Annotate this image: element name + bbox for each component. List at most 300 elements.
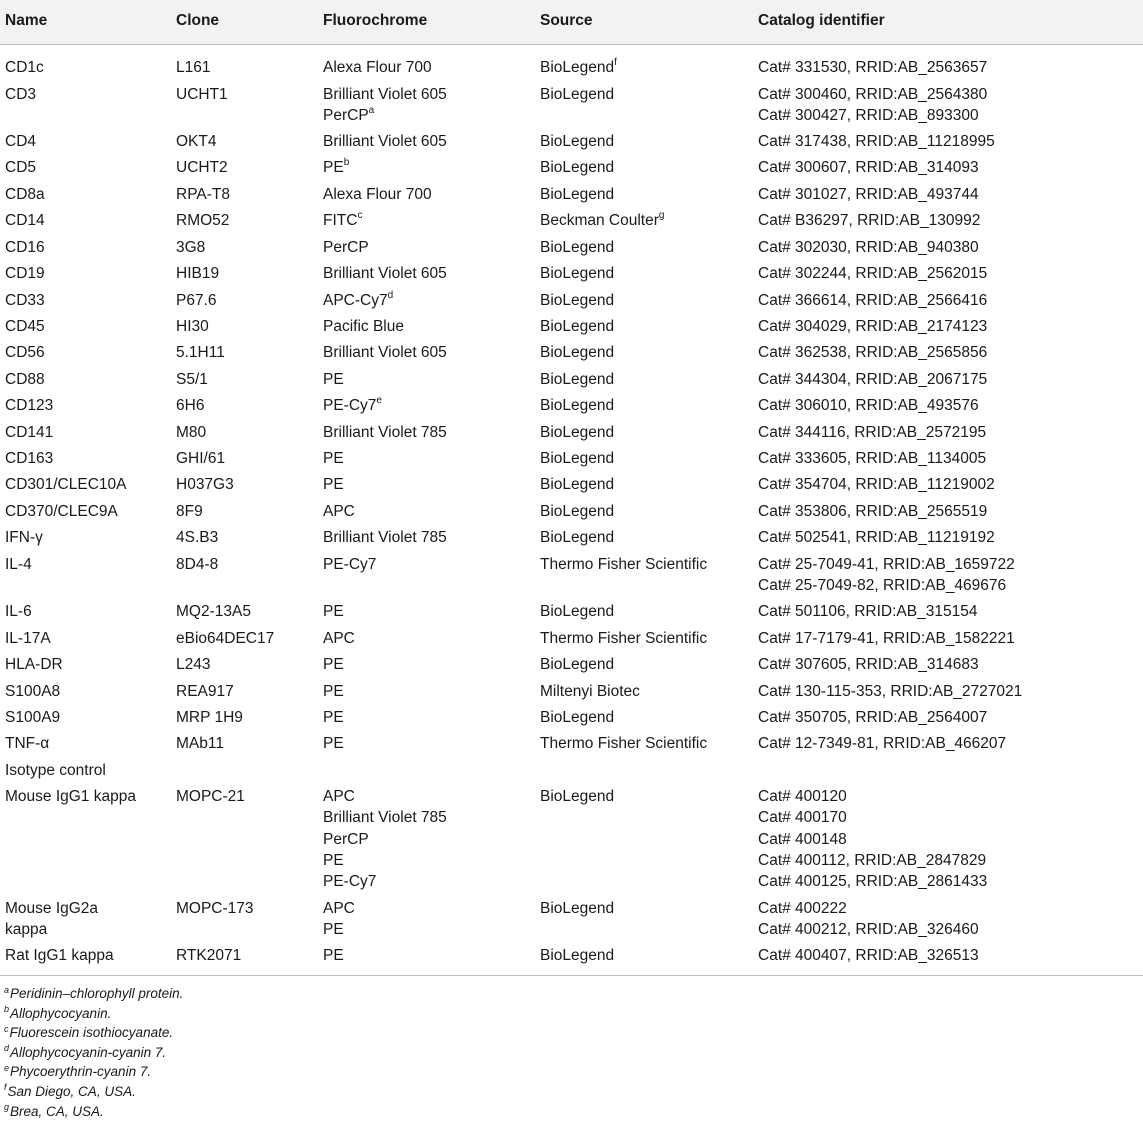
clone-cell [176,601,251,622]
name-text: Mouse IgG2a [5,900,99,917]
name-text: IFN-γ [5,529,43,546]
catalog-text: Cat# 400148 [758,830,847,848]
source-cell [540,237,614,258]
footnotes [4,984,183,1121]
name-cell [5,422,53,443]
footnote-marker: c [357,209,363,221]
clone-cell [176,210,229,231]
catalog-text: Cat# 306010, RRID:AB_493576 [758,397,979,414]
header-catalog-identifier: Catalog identifier [758,12,885,29]
catalog-cell [758,237,979,258]
source-cell [540,157,614,178]
catalog-text: Cat# 400170 [758,809,847,827]
clone-text: MAb11 [176,735,224,752]
catalog-text: Cat# 344304, RRID:AB_2067175 [758,371,988,388]
fluorochrome-cell [323,501,355,522]
fluorochrome-cell [323,342,447,363]
name-text: IL-6 [5,603,32,620]
catalog-cell [758,263,987,284]
source-cell [540,554,707,575]
name-text: Mouse IgG1 kappa [5,788,136,805]
footnote [4,1043,183,1063]
clone-cell [176,342,225,363]
catalog-text: Cat# 307605, RRID:AB_314683 [758,656,979,673]
name-text: CD56 [5,344,45,361]
fluorochrome-cell [323,527,447,548]
header-name: Name [5,12,48,29]
catalog-cell [758,554,1015,597]
name-cell [5,945,114,966]
source-text: BioLegend [540,59,615,76]
clone-cell [176,527,218,548]
name-text: CD5 [5,159,37,176]
fluorochrome-text: PE-Cy7 [323,397,377,414]
name-text: CD16 [5,239,45,256]
clone-cell [176,131,216,152]
catalog-cell [758,945,979,966]
name-text: CD141 [5,424,54,441]
catalog-text: Cat# 400407, RRID:AB_326513 [758,947,979,964]
source-cell [540,290,614,311]
footnote-marker: e [376,394,382,406]
catalog-cell [758,733,1006,754]
clone-cell [176,554,218,575]
clone-text: HIB19 [176,265,220,282]
catalog-text: Cat# 366614, RRID:AB_2566416 [758,292,988,309]
name-text: IL-17A [5,630,51,647]
name-text: CD88 [5,371,45,388]
catalog-text: Cat# 400125, RRID:AB_2861433 [758,873,988,891]
clone-cell [176,681,234,702]
clone-cell [176,474,234,495]
source-cell [540,733,707,754]
clone-text: P67.6 [176,292,217,309]
fluorochrome-text: Brilliant Violet 785 [323,529,447,546]
source-text: BioLegend [540,239,615,256]
fluorochrome-cell [323,448,344,469]
clone-text: H037G3 [176,476,234,493]
table-header [0,0,1143,45]
source-text: BioLegend [540,709,615,726]
fluorochrome-cell [323,210,362,231]
fluorochrome-text: Brilliant Violet 785 [323,424,447,441]
footnote-text: Brea, CA, USA. [10,1103,104,1119]
source-cell [540,681,640,702]
name-cell [5,601,32,622]
name-cell [5,342,45,363]
fluorochrome-text: PE-Cy7 [323,873,377,891]
fluorochrome-text: Pacific Blue [323,318,404,335]
catalog-text: Cat# 400222 [758,900,847,917]
fluorochrome-cell [323,237,369,258]
fluorochrome-text: PE-Cy7 [323,556,377,573]
source-text: BioLegend [540,603,615,620]
clone-text: S5/1 [176,371,208,388]
name-cell [5,733,49,754]
fluorochrome-text: PE [323,371,344,388]
clone-text: 3G8 [176,239,206,256]
clone-text: RPA-T8 [176,186,230,203]
fluorochrome-text: PE [323,735,344,752]
name-text: IL-4 [5,556,32,573]
footnote-mark: b [4,1004,10,1015]
footnote-mark: a [4,984,10,995]
footnote-mark: c [4,1023,9,1034]
name-cell [5,527,43,548]
source-cell [540,707,614,728]
source-cell [540,628,707,649]
catalog-cell [758,501,987,522]
name-cell [5,786,136,807]
header-source: Source [540,12,593,29]
fluorochrome-cell [323,654,344,675]
name-cell [5,157,36,178]
name-cell [5,395,53,416]
name-cell [5,184,45,205]
clone-cell [176,422,206,443]
fluorochrome-text: PerCP [323,830,369,848]
footnote-text: Allophycocyanin-cyanin 7. [10,1044,167,1060]
catalog-text: Cat# 400112, RRID:AB_2847829 [758,851,987,869]
source-text: BioLegend [540,476,615,493]
footnote-mark: g [4,1102,10,1113]
clone-cell [176,448,225,469]
source-text: BioLegend [540,397,615,414]
catalog-cell [758,316,987,337]
name-text: CD14 [5,212,45,229]
catalog-text: Cat# 354704, RRID:AB_11219002 [758,476,995,493]
source-cell [540,210,664,231]
clone-text: 4S.B3 [176,529,219,546]
catalog-cell [758,369,987,390]
source-cell [540,395,614,416]
name-text: Isotype control [5,762,106,779]
name-text: CD301/CLEC10A [5,476,127,493]
catalog-text: Cat# 130-115-353, RRID:AB_2727021 [758,683,1023,700]
catalog-text: Cat# 317438, RRID:AB_11218995 [758,133,995,150]
source-text: Thermo Fisher Scientific [540,630,708,647]
fluorochrome-cell [323,786,447,892]
fluorochrome-text: PE [323,450,344,467]
fluorochrome-text: PE [323,709,344,726]
footnote-marker: f [614,56,617,68]
fluorochrome-text: PE [323,851,344,869]
fluorochrome-text: PE [323,476,344,493]
fluorochrome-text: PE [323,159,344,176]
name-cell [5,448,53,469]
source-cell [540,601,614,622]
clone-cell [176,84,228,105]
fluorochrome-text: APC [323,900,355,917]
footnote-mark: e [4,1062,10,1073]
name-cell [5,263,45,284]
source-text: BioLegend [540,371,615,388]
clone-text: REA917 [176,683,234,700]
fluorochrome-cell [323,601,344,622]
source-text: BioLegend [540,344,615,361]
catalog-cell [758,157,979,178]
fluorochrome-text: Alexa Flour 700 [323,186,432,203]
fluorochrome-cell [323,84,447,127]
source-cell [540,654,614,675]
fluorochrome-text: Brilliant Violet 605 [323,344,447,361]
source-cell [540,57,617,78]
fluorochrome-text: PerCP [323,239,369,256]
fluorochrome-cell [323,733,344,754]
clone-text: OKT4 [176,133,217,150]
source-text: BioLegend [540,133,615,150]
clone-cell [176,707,243,728]
source-text: BioLegend [540,656,615,673]
name-cell [5,681,60,702]
fluorochrome-cell [323,628,355,649]
name-cell [5,898,98,941]
clone-text: 8F9 [176,503,203,520]
footnote-marker: g [658,209,665,221]
source-text: BioLegend [540,450,615,467]
clone-text: MOPC-21 [176,788,245,805]
fluorochrome-cell [323,395,382,416]
source-text: BioLegend [540,900,615,917]
fluorochrome-text: PE [323,656,344,673]
catalog-text: Cat# 331530, RRID:AB_2563657 [758,59,988,76]
clone-text: MQ2-13A5 [176,603,251,620]
catalog-text: Cat# 17-7179-41, RRID:AB_1582221 [758,630,1015,647]
fluorochrome-cell [323,157,349,178]
name-text: CD45 [5,318,45,335]
source-text: BioLegend [540,503,615,520]
fluorochrome-text: APC-Cy7 [323,292,388,309]
footnote-marker: a [368,105,375,117]
fluorochrome-text: FITC [323,212,358,229]
clone-cell [176,157,228,178]
source-text: BioLegend [540,159,615,176]
fluorochrome-cell [323,898,355,941]
clone-cell [176,369,208,390]
name-text: TNF-α [5,735,50,752]
catalog-text: Cat# 25-7049-82, RRID:AB_469676 [758,577,1007,595]
catalog-text: Cat# 25-7049-41, RRID:AB_1659722 [758,556,1015,573]
clone-cell [176,733,224,754]
catalog-cell [758,628,1015,649]
source-cell [540,184,614,205]
clone-cell [176,945,241,966]
catalog-cell [758,57,987,78]
source-text: BioLegend [540,947,615,964]
source-cell [540,131,614,152]
catalog-cell [758,395,979,416]
clone-cell [176,184,230,205]
footnote-text: Peridinin–chlorophyll protein. [10,986,184,1001]
catalog-cell [758,786,987,892]
source-cell [540,945,614,966]
fluorochrome-text: PE [323,683,344,700]
fluorochrome-cell [323,474,344,495]
catalog-text: Cat# 300607, RRID:AB_314093 [758,159,979,176]
name-text: CD8a [5,186,45,203]
catalog-text: Cat# 501106, RRID:AB_315154 [758,603,978,620]
name-cell [5,84,36,105]
name-cell [5,131,36,152]
clone-text: M80 [176,424,207,441]
fluorochrome-text: APC [323,788,355,805]
clone-text: eBio64DEC17 [176,630,275,647]
name-text: HLA-DR [5,656,63,673]
footnote [4,1082,183,1102]
catalog-text: Cat# 362538, RRID:AB_2565856 [758,344,988,361]
name-text: CD33 [5,292,45,309]
catalog-cell [758,898,979,941]
catalog-text: Cat# 12-7349-81, RRID:AB_466207 [758,735,1007,752]
clone-text: 6H6 [176,397,205,414]
fluorochrome-text: Brilliant Violet 605 [323,86,447,103]
footnote-text: Allophycocyanin. [10,1005,112,1021]
name-cell [5,501,118,522]
table-bottom-rule [0,975,1143,976]
name-text: S100A8 [5,683,61,700]
clone-cell [176,898,254,919]
name-text: CD3 [5,86,37,103]
catalog-cell [758,654,979,675]
clone-text: 5.1H11 [176,344,225,361]
clone-cell [176,395,204,416]
clone-cell [176,57,210,78]
footnote-marker: d [387,289,394,301]
header-fluorochrome: Fluorochrome [323,12,428,29]
fluorochrome-text: APC [323,630,355,647]
catalog-cell [758,210,980,231]
source-cell [540,501,614,522]
footnote [4,1023,183,1043]
name-cell [5,760,106,781]
footnote-text: Phycoerythrin-cyanin 7. [10,1064,152,1080]
catalog-cell [758,474,995,495]
clone-text: RMO52 [176,212,230,229]
source-cell [540,448,614,469]
clone-text: L161 [176,59,211,76]
catalog-cell [758,342,987,363]
name-cell [5,474,126,495]
clone-cell [176,263,219,284]
source-text: Thermo Fisher Scientific [540,556,708,573]
footnote [4,1102,183,1122]
fluorochrome-cell [323,290,393,311]
source-text: Thermo Fisher Scientific [540,735,708,752]
source-cell [540,786,614,807]
name-cell [5,237,45,258]
source-text: BioLegend [540,424,615,441]
name-text: S100A9 [5,709,61,726]
catalog-text: Cat# 300427, RRID:AB_893300 [758,107,979,125]
clone-text: HI30 [176,318,209,335]
source-text: Beckman Coulter [540,212,659,229]
fluorochrome-cell [323,369,344,390]
clone-cell [176,654,210,675]
footnote-text: San Diego, CA, USA. [7,1083,136,1099]
fluorochrome-text: PE [323,603,344,620]
fluorochrome-text: PerCP [323,107,369,125]
catalog-cell [758,601,977,622]
catalog-cell [758,184,979,205]
catalog-text: Cat# B36297, RRID:AB_130992 [758,212,981,229]
fluorochrome-text: Brilliant Violet 605 [323,265,447,282]
catalog-text: Cat# 300460, RRID:AB_2564380 [758,86,988,103]
clone-text: MOPC-173 [176,900,254,917]
footnote [4,1004,183,1024]
source-text: BioLegend [540,186,615,203]
name-text: CD163 [5,450,54,467]
name-cell [5,316,45,337]
fluorochrome-cell [323,131,447,152]
clone-cell [176,316,209,337]
catalog-cell [758,422,986,443]
fluorochrome-text: Brilliant Violet 785 [323,809,447,827]
name-text: CD370/CLEC9A [5,503,118,520]
footnote-marker: b [343,156,350,168]
source-text: BioLegend [540,318,615,335]
fluorochrome-cell [323,316,404,337]
fluorochrome-cell [323,263,447,284]
catalog-cell [758,131,995,152]
source-text: BioLegend [540,292,615,309]
name-cell [5,654,63,675]
catalog-text: Cat# 400212, RRID:AB_326460 [758,921,979,939]
name-text: Rat IgG1 kappa [5,947,114,964]
catalog-cell [758,681,1022,702]
source-text: BioLegend [540,86,615,103]
clone-cell [176,237,205,258]
name-text: CD1c [5,59,44,76]
source-cell [540,263,614,284]
footnote [4,984,183,1004]
clone-text: GHI/61 [176,450,226,467]
fluorochrome-text: Alexa Flour 700 [323,59,432,76]
source-cell [540,342,614,363]
name-text: kappa [5,921,48,939]
clone-cell [176,501,203,522]
footnote-text: Fluorescein isothiocyanate. [9,1025,174,1041]
clone-text: RTK2071 [176,947,242,964]
catalog-text: Cat# 302030, RRID:AB_940380 [758,239,979,256]
fluorochrome-text: PE [323,947,344,964]
fluorochrome-cell [323,681,344,702]
clone-cell [176,786,245,807]
catalog-text: Cat# 350705, RRID:AB_2564007 [758,709,988,726]
catalog-text: Cat# 304029, RRID:AB_2174123 [758,318,988,335]
source-cell [540,527,614,548]
header-clone: Clone [176,12,220,29]
catalog-text: Cat# 400120 [758,788,847,805]
clone-text: MRP 1H9 [176,709,243,726]
catalog-cell [758,84,987,127]
source-text: Miltenyi Biotec [540,683,640,700]
name-text: CD123 [5,397,54,414]
footnote-mark: d [4,1043,10,1054]
clone-text: UCHT2 [176,159,228,176]
source-cell [540,316,614,337]
catalog-cell [758,707,987,728]
clone-cell [176,628,274,649]
source-cell [540,422,614,443]
fluorochrome-cell [323,57,432,78]
footnote-mark: f [4,1082,7,1093]
fluorochrome-cell [323,184,432,205]
source-cell [540,369,614,390]
source-cell [540,84,614,105]
name-cell [5,57,44,78]
name-cell [5,707,60,728]
source-text: BioLegend [540,265,615,282]
